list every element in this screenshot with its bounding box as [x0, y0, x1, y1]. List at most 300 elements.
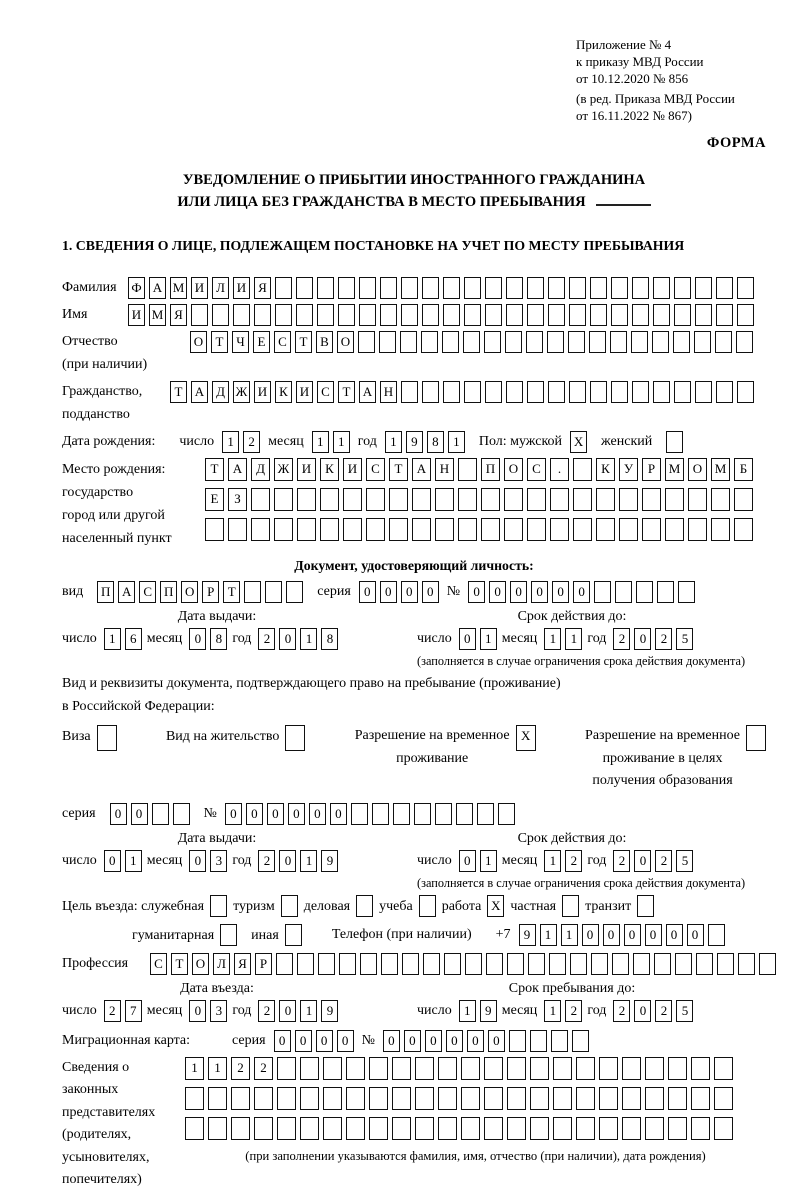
char-box[interactable]: О	[190, 331, 207, 353]
char-box[interactable]	[675, 953, 692, 975]
char-box[interactable]: 1	[544, 628, 561, 650]
char-box[interactable]: X	[570, 431, 587, 453]
char-box[interactable]: А	[118, 581, 135, 603]
char-box[interactable]	[711, 488, 730, 511]
char-box[interactable]	[568, 331, 585, 353]
char-box[interactable]	[632, 381, 649, 403]
char-box[interactable]: 2	[254, 1057, 273, 1080]
char-box[interactable]	[530, 1057, 549, 1080]
char-box[interactable]	[599, 1057, 618, 1080]
char-box[interactable]	[619, 518, 638, 541]
char-box[interactable]	[415, 1117, 434, 1140]
char-box[interactable]: 0	[309, 803, 326, 825]
char-box[interactable]: 0	[488, 1030, 505, 1052]
char-box[interactable]: Т	[211, 331, 228, 353]
char-box[interactable]	[484, 1087, 503, 1110]
char-box[interactable]	[527, 488, 546, 511]
char-box[interactable]	[481, 518, 500, 541]
char-box[interactable]	[653, 277, 670, 299]
char-box[interactable]	[485, 277, 502, 299]
char-box[interactable]: П	[160, 581, 177, 603]
char-box[interactable]: 0	[295, 1030, 312, 1052]
char-box[interactable]: 2	[258, 850, 275, 872]
char-box[interactable]: 2	[258, 628, 275, 650]
char-box[interactable]: И	[254, 381, 271, 403]
char-box[interactable]: К	[275, 381, 292, 403]
char-box[interactable]	[666, 431, 683, 453]
char-box[interactable]	[622, 1117, 641, 1140]
char-box[interactable]	[369, 1087, 388, 1110]
char-box[interactable]: З	[228, 488, 247, 511]
char-box[interactable]	[591, 953, 608, 975]
char-box[interactable]: 7	[125, 1000, 142, 1022]
char-box[interactable]: А	[359, 381, 376, 403]
char-box[interactable]	[231, 1117, 250, 1140]
char-box[interactable]	[210, 895, 227, 917]
char-box[interactable]	[596, 518, 615, 541]
char-box[interactable]	[320, 488, 339, 511]
char-box[interactable]: X	[487, 895, 504, 917]
char-box[interactable]	[423, 953, 440, 975]
char-box[interactable]: 0	[446, 1030, 463, 1052]
char-box[interactable]	[652, 331, 669, 353]
char-box[interactable]	[569, 381, 586, 403]
char-box[interactable]: 2	[655, 1000, 672, 1022]
char-box[interactable]	[185, 1087, 204, 1110]
char-box[interactable]	[401, 381, 418, 403]
char-box[interactable]: Б	[734, 458, 753, 481]
char-box[interactable]	[484, 1057, 503, 1080]
char-box[interactable]	[343, 518, 362, 541]
char-box[interactable]	[714, 1117, 733, 1140]
char-box[interactable]	[737, 304, 754, 326]
char-box[interactable]: 1	[104, 628, 121, 650]
char-box[interactable]: .	[550, 458, 569, 481]
char-box[interactable]	[358, 331, 375, 353]
char-box[interactable]	[716, 304, 733, 326]
char-box[interactable]: 6	[125, 628, 142, 650]
char-box[interactable]	[317, 277, 334, 299]
char-box[interactable]	[393, 803, 410, 825]
char-box[interactable]	[505, 331, 522, 353]
char-box[interactable]	[715, 331, 732, 353]
char-box[interactable]	[599, 1087, 618, 1110]
char-box[interactable]: 5	[676, 850, 693, 872]
char-box[interactable]: 0	[552, 581, 569, 603]
char-box[interactable]	[674, 304, 691, 326]
char-box[interactable]: 0	[634, 1000, 651, 1022]
char-box[interactable]	[507, 1117, 526, 1140]
char-box[interactable]	[323, 1057, 342, 1080]
char-box[interactable]: А	[228, 458, 247, 481]
char-box[interactable]	[507, 1057, 526, 1080]
char-box[interactable]	[274, 488, 293, 511]
char-box[interactable]	[380, 277, 397, 299]
char-box[interactable]: Т	[171, 953, 188, 975]
char-box[interactable]: 0	[425, 1030, 442, 1052]
char-box[interactable]	[231, 1087, 250, 1110]
char-box[interactable]: 8	[321, 628, 338, 650]
char-box[interactable]	[548, 304, 565, 326]
char-box[interactable]	[504, 488, 523, 511]
char-box[interactable]	[590, 277, 607, 299]
char-box[interactable]: 2	[655, 850, 672, 872]
char-box[interactable]: Д	[251, 458, 270, 481]
char-box[interactable]: 1	[300, 850, 317, 872]
char-box[interactable]: О	[337, 331, 354, 353]
char-box[interactable]: С	[366, 458, 385, 481]
char-box[interactable]	[191, 304, 208, 326]
char-box[interactable]	[645, 1057, 664, 1080]
char-box[interactable]	[442, 331, 459, 353]
char-box[interactable]: 0	[380, 581, 397, 603]
char-box[interactable]: 1	[459, 1000, 476, 1022]
char-box[interactable]	[346, 1087, 365, 1110]
char-box[interactable]	[737, 277, 754, 299]
char-box[interactable]	[714, 1087, 733, 1110]
char-box[interactable]	[366, 488, 385, 511]
char-box[interactable]: У	[619, 458, 638, 481]
char-box[interactable]	[637, 895, 654, 917]
char-box[interactable]: 1	[385, 431, 402, 453]
char-box[interactable]: 0	[422, 581, 439, 603]
char-box[interactable]	[507, 953, 524, 975]
char-box[interactable]	[389, 488, 408, 511]
char-box[interactable]	[286, 581, 303, 603]
char-box[interactable]: 0	[110, 803, 127, 825]
char-box[interactable]: О	[688, 458, 707, 481]
char-box[interactable]	[300, 1087, 319, 1110]
char-box[interactable]: 0	[279, 850, 296, 872]
char-box[interactable]	[477, 803, 494, 825]
char-box[interactable]: 0	[489, 581, 506, 603]
char-box[interactable]	[696, 953, 713, 975]
char-box[interactable]	[622, 1087, 641, 1110]
char-box[interactable]	[275, 304, 292, 326]
char-box[interactable]: М	[170, 277, 187, 299]
char-box[interactable]	[456, 803, 473, 825]
char-box[interactable]	[465, 953, 482, 975]
char-box[interactable]	[484, 331, 501, 353]
char-box[interactable]	[548, 277, 565, 299]
char-box[interactable]	[506, 304, 523, 326]
char-box[interactable]: 0	[189, 850, 206, 872]
char-box[interactable]	[251, 488, 270, 511]
char-box[interactable]	[716, 381, 733, 403]
char-box[interactable]	[185, 1117, 204, 1140]
char-box[interactable]	[412, 518, 431, 541]
char-box[interactable]	[688, 488, 707, 511]
char-box[interactable]	[653, 381, 670, 403]
char-box[interactable]	[622, 1057, 641, 1080]
char-box[interactable]	[438, 1117, 457, 1140]
char-box[interactable]: 3	[210, 850, 227, 872]
char-box[interactable]: 1	[480, 850, 497, 872]
char-box[interactable]	[665, 488, 684, 511]
char-box[interactable]: Т	[170, 381, 187, 403]
char-box[interactable]	[422, 304, 439, 326]
char-box[interactable]	[401, 304, 418, 326]
char-box[interactable]: X	[516, 725, 536, 751]
char-box[interactable]: Л	[212, 277, 229, 299]
char-box[interactable]: 0	[267, 803, 284, 825]
char-box[interactable]	[674, 381, 691, 403]
char-box[interactable]	[654, 953, 671, 975]
char-box[interactable]: Ж	[233, 381, 250, 403]
char-box[interactable]: О	[192, 953, 209, 975]
char-box[interactable]	[632, 277, 649, 299]
char-box[interactable]: 1	[185, 1057, 204, 1080]
char-box[interactable]: Т	[389, 458, 408, 481]
char-box[interactable]	[506, 277, 523, 299]
char-box[interactable]	[421, 331, 438, 353]
char-box[interactable]: 1	[561, 924, 578, 946]
char-box[interactable]	[678, 581, 695, 603]
char-box[interactable]: Я	[234, 953, 251, 975]
char-box[interactable]	[717, 953, 734, 975]
char-box[interactable]: 0	[666, 924, 683, 946]
char-box[interactable]: 2	[613, 1000, 630, 1022]
char-box[interactable]	[438, 1057, 457, 1080]
char-box[interactable]	[381, 953, 398, 975]
char-box[interactable]	[251, 518, 270, 541]
char-box[interactable]	[569, 277, 586, 299]
char-box[interactable]: 1	[480, 628, 497, 650]
char-box[interactable]: К	[320, 458, 339, 481]
char-box[interactable]: Т	[223, 581, 240, 603]
char-box[interactable]	[300, 1117, 319, 1140]
char-box[interactable]	[673, 331, 690, 353]
char-box[interactable]: 9	[519, 924, 536, 946]
char-box[interactable]	[548, 381, 565, 403]
char-box[interactable]	[550, 488, 569, 511]
char-box[interactable]: М	[711, 458, 730, 481]
char-box[interactable]	[612, 953, 629, 975]
char-box[interactable]	[422, 381, 439, 403]
char-box[interactable]: 2	[655, 628, 672, 650]
char-box[interactable]: 2	[565, 1000, 582, 1022]
char-box[interactable]	[562, 895, 579, 917]
char-box[interactable]	[665, 518, 684, 541]
char-box[interactable]	[464, 277, 481, 299]
char-box[interactable]: Н	[380, 381, 397, 403]
char-box[interactable]	[254, 304, 271, 326]
char-box[interactable]	[734, 518, 753, 541]
char-box[interactable]	[530, 1117, 549, 1140]
char-box[interactable]	[599, 1117, 618, 1140]
char-box[interactable]: 0	[510, 581, 527, 603]
char-box[interactable]: 0	[634, 850, 651, 872]
char-box[interactable]: 1	[333, 431, 350, 453]
char-box[interactable]	[458, 458, 477, 481]
char-box[interactable]: 2	[258, 1000, 275, 1022]
char-box[interactable]	[360, 953, 377, 975]
char-box[interactable]	[277, 1087, 296, 1110]
char-box[interactable]	[212, 304, 229, 326]
char-box[interactable]	[485, 381, 502, 403]
char-box[interactable]: 1	[544, 850, 561, 872]
char-box[interactable]: 1	[300, 1000, 317, 1022]
char-box[interactable]	[317, 304, 334, 326]
char-box[interactable]: 0	[687, 924, 704, 946]
char-box[interactable]: О	[504, 458, 523, 481]
char-box[interactable]	[716, 277, 733, 299]
char-box[interactable]: 0	[316, 1030, 333, 1052]
char-box[interactable]: О	[181, 581, 198, 603]
char-box[interactable]	[610, 331, 627, 353]
char-box[interactable]: А	[412, 458, 431, 481]
char-box[interactable]: 2	[104, 1000, 121, 1022]
char-box[interactable]	[691, 1057, 710, 1080]
char-box[interactable]	[392, 1117, 411, 1140]
char-box[interactable]	[152, 803, 169, 825]
char-box[interactable]	[276, 953, 293, 975]
char-box[interactable]: 0	[404, 1030, 421, 1052]
char-box[interactable]: 0	[274, 1030, 291, 1052]
char-box[interactable]	[458, 518, 477, 541]
char-box[interactable]	[173, 803, 190, 825]
char-box[interactable]: 0	[131, 803, 148, 825]
char-box[interactable]	[297, 488, 316, 511]
char-box[interactable]: Ж	[274, 458, 293, 481]
char-box[interactable]: 0	[603, 924, 620, 946]
char-box[interactable]	[691, 1117, 710, 1140]
char-box[interactable]: П	[97, 581, 114, 603]
char-box[interactable]: 0	[359, 581, 376, 603]
char-box[interactable]	[338, 277, 355, 299]
char-box[interactable]	[438, 1087, 457, 1110]
char-box[interactable]	[339, 953, 356, 975]
char-box[interactable]: 0	[467, 1030, 484, 1052]
char-box[interactable]	[570, 953, 587, 975]
char-box[interactable]: 0	[459, 628, 476, 650]
char-box[interactable]	[714, 1057, 733, 1080]
char-box[interactable]	[323, 1087, 342, 1110]
char-box[interactable]: 0	[225, 803, 242, 825]
char-box[interactable]	[611, 381, 628, 403]
char-box[interactable]	[464, 381, 481, 403]
char-box[interactable]	[435, 488, 454, 511]
char-box[interactable]	[297, 953, 314, 975]
char-box[interactable]: 2	[231, 1057, 250, 1080]
char-box[interactable]: С	[317, 381, 334, 403]
char-box[interactable]: В	[316, 331, 333, 353]
char-box[interactable]: 0	[288, 803, 305, 825]
char-box[interactable]: С	[139, 581, 156, 603]
char-box[interactable]: И	[297, 458, 316, 481]
char-box[interactable]	[551, 1030, 568, 1052]
char-box[interactable]: 0	[531, 581, 548, 603]
char-box[interactable]: 9	[321, 850, 338, 872]
char-box[interactable]	[759, 953, 776, 975]
char-box[interactable]	[97, 725, 117, 751]
char-box[interactable]	[414, 803, 431, 825]
char-box[interactable]: С	[274, 331, 291, 353]
char-box[interactable]	[657, 581, 674, 603]
char-box[interactable]	[481, 488, 500, 511]
char-box[interactable]	[402, 953, 419, 975]
char-box[interactable]	[486, 953, 503, 975]
char-box[interactable]: 1	[540, 924, 557, 946]
char-box[interactable]	[572, 1030, 589, 1052]
char-box[interactable]	[359, 304, 376, 326]
char-box[interactable]: Л	[213, 953, 230, 975]
char-box[interactable]: Я	[254, 277, 271, 299]
char-box[interactable]: 9	[406, 431, 423, 453]
char-box[interactable]	[668, 1087, 687, 1110]
char-box[interactable]	[323, 1117, 342, 1140]
char-box[interactable]	[277, 1117, 296, 1140]
char-box[interactable]	[296, 277, 313, 299]
char-box[interactable]	[691, 1087, 710, 1110]
char-box[interactable]	[569, 304, 586, 326]
char-box[interactable]: И	[343, 458, 362, 481]
char-box[interactable]	[320, 518, 339, 541]
char-box[interactable]: Т	[338, 381, 355, 403]
char-box[interactable]: К	[596, 458, 615, 481]
char-box[interactable]	[366, 518, 385, 541]
char-box[interactable]	[275, 277, 292, 299]
char-box[interactable]: Р	[642, 458, 661, 481]
char-box[interactable]: И	[233, 277, 250, 299]
char-box[interactable]: 0	[246, 803, 263, 825]
char-box[interactable]	[711, 518, 730, 541]
char-box[interactable]	[668, 1057, 687, 1080]
char-box[interactable]	[254, 1087, 273, 1110]
char-box[interactable]	[645, 1117, 664, 1140]
char-box[interactable]: 0	[624, 924, 641, 946]
char-box[interactable]	[619, 488, 638, 511]
char-box[interactable]: 2	[613, 850, 630, 872]
char-box[interactable]	[631, 331, 648, 353]
char-box[interactable]	[463, 331, 480, 353]
char-box[interactable]	[285, 924, 302, 946]
char-box[interactable]	[509, 1030, 526, 1052]
char-box[interactable]	[338, 304, 355, 326]
char-box[interactable]	[356, 895, 373, 917]
char-box[interactable]: 3	[210, 1000, 227, 1022]
char-box[interactable]	[736, 331, 753, 353]
char-box[interactable]: 1	[565, 628, 582, 650]
char-box[interactable]: Я	[170, 304, 187, 326]
char-box[interactable]	[435, 518, 454, 541]
char-box[interactable]: С	[150, 953, 167, 975]
char-box[interactable]: 1	[544, 1000, 561, 1022]
char-box[interactable]	[636, 581, 653, 603]
char-box[interactable]	[419, 895, 436, 917]
char-box[interactable]: 1	[312, 431, 329, 453]
char-box[interactable]	[343, 488, 362, 511]
char-box[interactable]	[553, 1117, 572, 1140]
char-box[interactable]	[528, 953, 545, 975]
char-box[interactable]	[484, 1117, 503, 1140]
char-box[interactable]: А	[149, 277, 166, 299]
char-box[interactable]	[527, 277, 544, 299]
char-box[interactable]: 0	[189, 1000, 206, 1022]
char-box[interactable]	[392, 1087, 411, 1110]
char-box[interactable]	[576, 1087, 595, 1110]
char-box[interactable]: М	[149, 304, 166, 326]
char-box[interactable]: 0	[383, 1030, 400, 1052]
char-box[interactable]	[611, 304, 628, 326]
char-box[interactable]	[380, 304, 397, 326]
char-box[interactable]	[632, 304, 649, 326]
char-box[interactable]: 2	[613, 628, 630, 650]
char-box[interactable]	[369, 1117, 388, 1140]
char-box[interactable]: 0	[401, 581, 418, 603]
char-box[interactable]	[461, 1057, 480, 1080]
char-box[interactable]	[443, 304, 460, 326]
